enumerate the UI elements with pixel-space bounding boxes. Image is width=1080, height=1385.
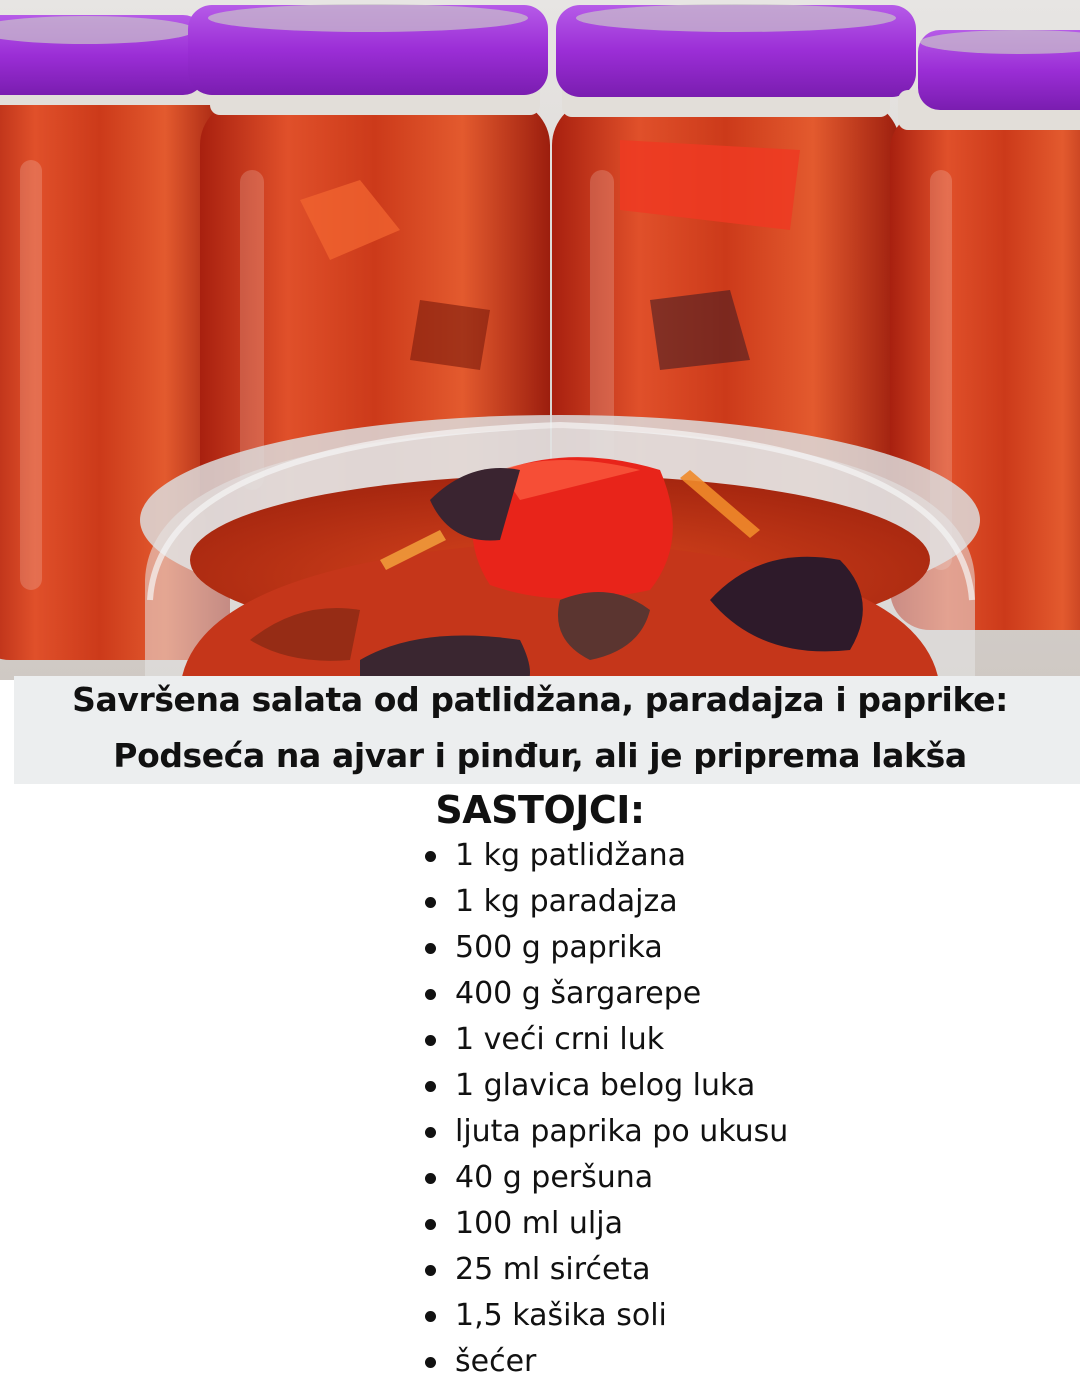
list-item bbox=[420, 1339, 788, 1385]
article-title-line-2: Podseća na ajvar i pinđur, ali je priprema lakša bbox=[113, 736, 967, 775]
bullet-icon bbox=[425, 851, 436, 862]
ingredient-label: 100 ml ulja bbox=[455, 1206, 623, 1241]
bullet-icon bbox=[425, 1357, 436, 1368]
bullet-icon bbox=[425, 943, 436, 954]
list-item bbox=[420, 925, 788, 971]
ingredient-label: 1 kg patlidžana bbox=[455, 838, 687, 873]
ingredient-label: 500 g paprika bbox=[455, 930, 663, 965]
ingredient-label: 1 glavica belog luka bbox=[455, 1068, 756, 1103]
ingredient-label: 1 kg paradajza bbox=[455, 884, 678, 919]
salad-jars-illustration bbox=[0, 0, 1080, 680]
list-item bbox=[420, 1247, 788, 1293]
hero-photo bbox=[0, 0, 1080, 680]
ingredient-label: ljuta paprika po ukusu bbox=[455, 1114, 789, 1149]
list-item bbox=[420, 879, 788, 925]
bullet-icon bbox=[425, 1127, 436, 1138]
list-item bbox=[420, 1155, 788, 1201]
bullet-icon bbox=[425, 1035, 436, 1046]
ingredient-label: šećer bbox=[455, 1344, 537, 1379]
bullet-icon bbox=[425, 897, 436, 908]
list-item bbox=[420, 971, 788, 1017]
ingredient-label: 40 g peršuna bbox=[455, 1160, 654, 1195]
ingredient-label: 25 ml sirćeta bbox=[455, 1252, 651, 1287]
bullet-icon bbox=[425, 1265, 436, 1276]
list-item bbox=[420, 1109, 788, 1155]
list-item bbox=[420, 1293, 788, 1339]
bullet-icon bbox=[425, 1311, 436, 1322]
salad-bowl bbox=[140, 415, 980, 690]
list-item bbox=[420, 833, 788, 879]
bullet-icon bbox=[425, 1173, 436, 1184]
list-item bbox=[420, 1017, 788, 1063]
ingredient-label: 1,5 kašika soli bbox=[455, 1298, 667, 1333]
ingredient-label: 400 g šargarepe bbox=[455, 976, 702, 1011]
article-title-line-1: Savršena salata od patlidžana, paradajza i paprike: bbox=[72, 680, 1008, 719]
list-item bbox=[420, 1063, 788, 1109]
ingredients-list bbox=[420, 833, 788, 1385]
bullet-icon bbox=[425, 1081, 436, 1092]
ingredient-label: 1 veći crni luk bbox=[455, 1022, 665, 1057]
list-item bbox=[420, 1201, 788, 1247]
ingredients-heading: SASTOJCI: bbox=[435, 788, 645, 832]
bullet-icon bbox=[425, 1219, 436, 1230]
bullet-icon bbox=[425, 989, 436, 1000]
